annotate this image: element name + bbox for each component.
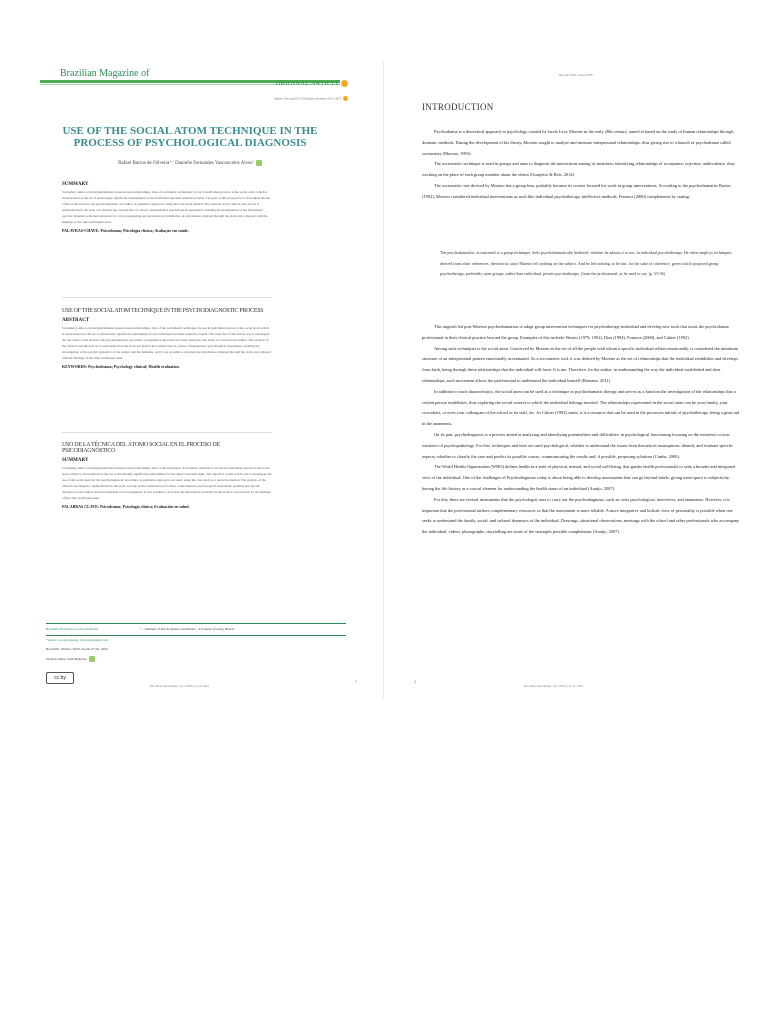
article-title: USE OF THE SOCIAL ATOM TECHNIQUE IN THE PROCESS OF PSYCHOLOGICAL DIAGNOSIS xyxy=(62,125,318,149)
doi-link[interactable] xyxy=(274,96,348,101)
paragraph: In addition to such characteristics, the social atom can be used as a technique in psychodramatic therapy and serves as a function the investigation of the relationships that a certain person establishes, thus exploring the social context to which the individual belongs inserted. The relationships represented in the social atom can be your family, your coworkers, or even your colleagues of the school or its staff, etc. As Cukier (1992) states, it is a resource that can be used in the processes initials of psychotherapy, being a great aid in the anamnesis. xyxy=(422,388,740,427)
page-one xyxy=(0,60,384,700)
footer-line-2 xyxy=(46,635,346,636)
palabras-clave: PALABRAS CLAVE: Psicodrama; Psicología clínica; Evaluación en salud. xyxy=(62,504,190,509)
federation-name: Brazilian Federation of Psychodrama xyxy=(46,627,99,631)
paragraph: The sociometric test devised by Moreno has a group bias, probably because its creator focused his work in group interventions. According to the psychodramatist Bustos (1992), Moreno considered individual interventions as such like individual psychotherapy, ineffective methods. Fonseca (2000) complements by stating: xyxy=(422,182,731,199)
summary-text: Sociometry aims to investigate/measure interpersonal relationships. One of sociometric techniques for use in individual practice is the social atom, which is characterized as the set of emotionally significant relationships for the individual and their subjective bonds. The goal of this proposal is to investigate the use of the social atom for the psychodiagnostic procedure. A qualitative approach, using the case study method. The analysis of the clinical case served to understand how the atom can assist in the construction of a more comprehensive psychological assessment, enabling the investigation of the individual's psychic dynamics with their demands for a more integrating and participatory formulation of information obtained through the atom and compared with the findings of the other techniques used. xyxy=(62,190,271,224)
paragraph: This anguish led post-Moreno psychodramatists to adapt group intervention techniques for psychotherapy individual and develop new tools that assist the psychodrama professional in their clinical practice beyond the group. Examples of this include: Bustos (1979; 1992), Dias (1994), Fonseca (2000), and Cukier (1992). xyxy=(422,324,729,340)
resumen-heading: SUMMARY xyxy=(62,458,89,463)
intro-body-2 xyxy=(422,322,742,538)
doi-icon xyxy=(343,96,348,101)
resumen-section xyxy=(62,442,272,509)
running-footer: Rev. Bras. Psicodrama, v31, e1823, p.1-12, 2023 xyxy=(524,684,583,688)
paragraph: Psychodrama is a theoretical approach to psychology created by Jacob Levy Moreno in the early 20th century, aimed at based on the study of human relationships through dramatic methods. During the development of his theory, Moreno sought to analyze and measure interpersonal relationships, thus giving rise to a branch of psychodrama called sociometry (Moreno, 1993). xyxy=(422,129,734,156)
journal-title: Brazilian Magazine of xyxy=(60,68,150,79)
cc-license-badge[interactable]: cc by xyxy=(46,672,74,684)
intro-body-1 xyxy=(422,127,742,203)
paragraph: For this, there are several instruments that the psychologist uses to carry out the psychodiagnosis, such as: tests psychological, interviews, and anamnesis. However, it is important that the professional utilizes complementary resources so that the assessment is more reliable. A more integrative and holistic view of personality is possible when one seeks to understand the family, social, and cultural dynamics of the individual. Drawings, situational observations, meetings with the school and other professionals who accompany the individual, videos, photographs, storytelling are some of the strategies possible complements (Araújo, 2007). xyxy=(422,496,740,535)
open-access-icon xyxy=(341,80,348,87)
abstract-text: Sociometry aims to investigate/measure interpersonal relationships. One of the sociometric techniques for use in individual practice is the social atom, which is characterized as the set of emotionally significant relationships for the individual and their subjective bonds. The objective of this article was to investigate the use of the social atom for the psychodiagnostic procedure. A qualitative approach was used, using the case study as a research procedure. The analysis of the clinical case allowed us to understand how the atom can help in the construction of a more comprehensive psychological assessment, enabling the investigation of the psychic dynamics of the subject and his demands, and it was possible to note that the information obtained through the atom was followed with the findings of the other techniques used. xyxy=(62,326,271,360)
original-article-text: ORIGINAL ARTICLE xyxy=(275,80,340,87)
running-header: Oliveira RB, Alves DFV xyxy=(558,73,594,77)
authors xyxy=(40,160,340,166)
page-number: 2 xyxy=(414,679,416,684)
doi-text[interactable]: https://doi.org/10.15329/psicodrama.v31.i1.623 xyxy=(274,96,341,101)
received-dates: Recebido: 09 mar. 2023; Aceite 27 jul. 2023 xyxy=(46,647,108,651)
abstract-section xyxy=(62,308,272,369)
paragraph: The sociometric technique is used in groups and aims to diagnose the interactions among its members, identifying relationships of acceptance, rejection, ambivalence, thus working on the place of each group member about the others (Granjeiro & Reis, 2014). xyxy=(422,161,735,178)
running-footer: Rev. Bras. Psicodrama, v31, e1823, p.1-12, 2023 xyxy=(150,684,209,688)
keywords: KEYWORDS: Psychodrama; Psychology clinical; Health evaluation. xyxy=(62,364,180,369)
affiliation: ¹ – Institute of Psychodrama and Masks – Fortaleza (Ceará), Brazil. xyxy=(140,627,235,631)
page-number: 1 xyxy=(355,679,357,684)
correspondence[interactable]: *Autor correspondente: rbarros@gmail.com xyxy=(46,638,109,642)
editor-name: Section editor: Kim Boiscele xyxy=(46,656,87,661)
section-title-en: USE OF THE SOCIAL ATOM TECHNIQUE IN THE PSYCHODIAGNOSTIC PROCESS xyxy=(62,308,264,314)
section-editor xyxy=(46,656,95,662)
page-two xyxy=(384,60,768,700)
block-quote: The psychodramatist, accustomed to a group technique, feels psychodramatically hindered, whether he admits it or not, in individual psychotherapy. He often employs techniques derived from other references. theoretical, since Moreno left nothing on the subject. And he left nothing, to be fair, for the sake of coherence, given which proposed group psychotherapy, preferably open groups, rather than individual, private psychotherapy. (from the professional, as he used to say. (p. 55-56) xyxy=(440,250,732,276)
orcid-icon[interactable] xyxy=(256,160,262,166)
original-article-label xyxy=(276,80,348,87)
introduction-heading: INTRODUCTION xyxy=(422,102,494,112)
resumen-text: Sociometry aims to investigate/measure interpersonal relationships. One of the techniques. Sociometric methods to be used in individual practice is the social atom, which is characterized as the set of emotionally significant relationships for the subject and their links. The objective of this article was to investigate the use of the social atom for the psychodiagnostic procedure. A qualitative approach was used, using the case study as a narrative method. The analysis of the clinical case helped to understand how the atom can help in the construction of a more comprehensive psychological assessment, enabling the psychic dynamics of the subject and their demands to be investigated. It was possible to note that the information provided by the atom is corroborated by the findings of the other techniques used. xyxy=(62,466,272,500)
orcid-icon[interactable] xyxy=(89,656,95,662)
palavras-chave: PALAVRAS-CHAVE: Psicodrama; Psicologia clínica; Avaliação em saúde. xyxy=(62,228,189,233)
paragraph: Among such techniques is the social atom. Conceived by Moreno as the set of all the people with whom a specific individual relates emotionally, is considered the minimum structure of an interpersonal pattern emotionally accentuated. As a sociometric tool, it was defined by Moreno as the set of relationships that the individual establishes and develops from birth, being through these relationships that the individual will form. It is me. Therefore, for the author, in understanding the way the individual established and their relationships, such movement allows the professional to understand the individual himself (Romano, 2011). xyxy=(422,345,739,383)
summary-heading: SUMMARY xyxy=(62,182,89,187)
paragraph: On its part, psychodiagnosis is a process aimed at analyzing and identifying potentialities and difficulties. in psychological functioning focusing on the existence or non-existence of psychopathology. For this, techniques and tests are used psychological, whether to understand the issues from theoretical assumptions, identify and evaluate specific aspects; whether to classify the case and predict its possible course, communicating the results and, if possible, proposing solutions (Cunha, 2000). xyxy=(422,431,734,459)
summary-section xyxy=(62,182,272,233)
paragraph: The World Health Organization (WHO) defines health as a state of physical, mental, and social well-being. that guides health professionals to seek a broader and integrated view of the individual. One of the challenges of Psychodiagnosis today is about being able to develop assessments that can go beyond labels, giving more space to subjectivity. having the life history as a crucial element for understanding the health status of an individual (Araújo, 2007). xyxy=(422,464,736,491)
divider xyxy=(62,297,272,298)
author-names: Rafael Barros de Oliveira¹ ‘ Danielle Fernandes Vasconcelos Alves¹ xyxy=(118,161,254,167)
divider xyxy=(62,432,272,433)
footer-line xyxy=(46,623,346,624)
section-title-es: USO DE LA TÉCNICA DEL ÁTOMO SOCIAL EN EL PROCESO DE PSICODIAGNÓSTICO xyxy=(62,442,220,454)
abstract-heading: ABSTRACT xyxy=(62,318,90,323)
